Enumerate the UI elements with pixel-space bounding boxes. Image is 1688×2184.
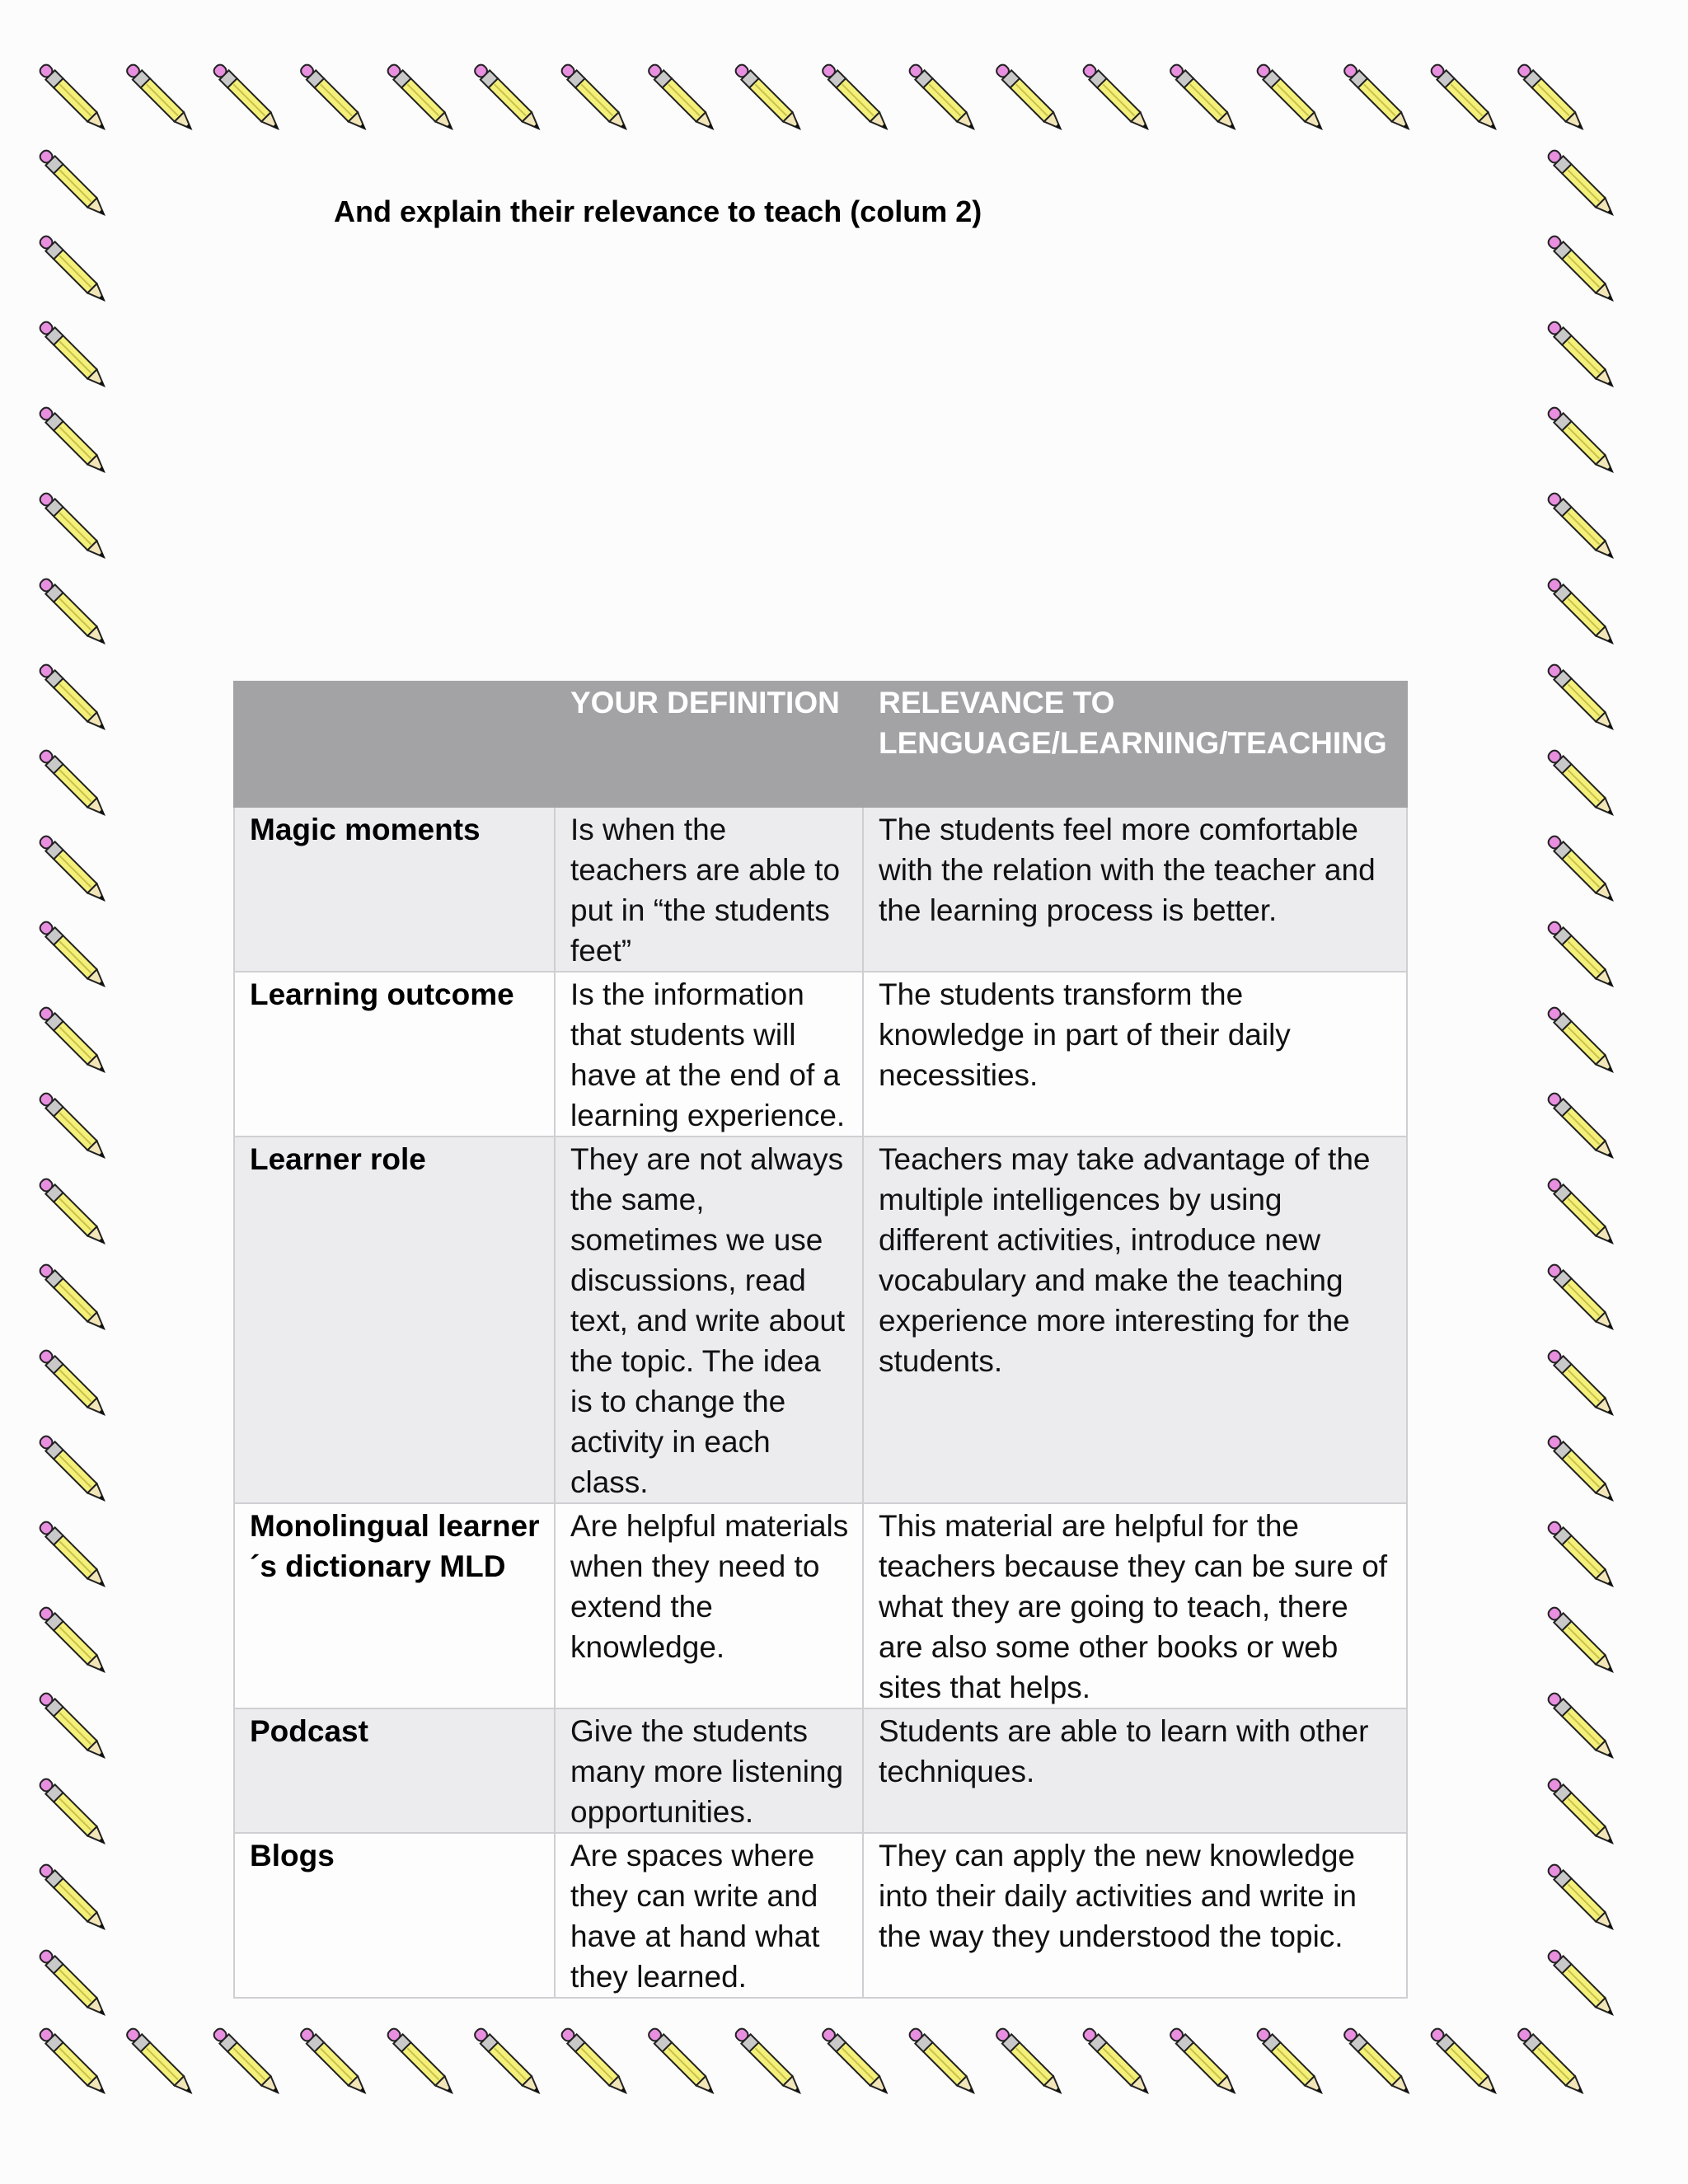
pencil-icon: [472, 62, 545, 134]
table-row: [234, 1833, 1407, 1998]
pencil-icon: [1545, 1433, 1618, 1506]
pencil-icon: [733, 62, 805, 134]
pencil-icon: [1545, 1605, 1618, 1677]
pencil-icon: [559, 62, 631, 134]
pencil-icon: [37, 1347, 110, 1420]
pencil-icon: [124, 2026, 197, 2098]
pencil-icon: [1545, 405, 1618, 477]
pencil-icon: [1545, 662, 1618, 734]
definition-cell: Are helpful materials when they need to extend the knowledge.: [555, 1503, 863, 1708]
pencil-icon: [37, 490, 110, 563]
pencil-icon: [385, 62, 457, 134]
pencil-icon: [1545, 1947, 1618, 2020]
pencil-icon: [298, 62, 371, 134]
table-header-row: [234, 682, 1407, 807]
pencil-icon: [1342, 2026, 1414, 2098]
pencil-icon: [37, 1690, 110, 1763]
pencil-icon: [37, 1262, 110, 1334]
pencil-icon: [1254, 62, 1327, 134]
term-cell: Blogs: [234, 1833, 555, 1998]
pencil-icon: [1545, 1862, 1618, 1934]
pencil-icon: [1545, 148, 1618, 220]
pencil-icon: [1081, 2026, 1153, 2098]
definition-cell: Is when the teachers are able to put in “the students feet”: [555, 807, 863, 972]
glossary-table: [233, 681, 1408, 1999]
header-term: [234, 682, 555, 807]
definition-cell: Is the information that students will have at the end of a learning experience.: [555, 972, 863, 1137]
table-row: [234, 1137, 1407, 1503]
definition-cell: They are not always the same, sometimes we use discussions, read text, and write about the topic. The idea is to change the activity in each class.: [555, 1137, 863, 1503]
pencil-icon: [1516, 62, 1588, 134]
pencil-icon: [37, 1519, 110, 1591]
pencil-icon: [1254, 2026, 1327, 2098]
term-cell: Learner role: [234, 1137, 555, 1503]
term-cell: Magic moments: [234, 807, 555, 972]
definition-cell: Are spaces where they can write and have at hand what they learned.: [555, 1833, 863, 1998]
relevance-cell: Students are able to learn with other techniques.: [863, 1708, 1407, 1833]
pencil-icon: [37, 1605, 110, 1677]
pencil-icon: [124, 62, 197, 134]
pencil-icon: [385, 2026, 457, 2098]
pencil-icon: [211, 2026, 284, 2098]
table-row: [234, 1503, 1407, 1708]
pencil-icon: [37, 2026, 110, 2098]
header-relevance: RELEVANCE TO LENGUAGE/LEARNING/TEACHING: [863, 682, 1407, 807]
pencil-icon: [37, 576, 110, 649]
pencil-icon: [820, 2026, 893, 2098]
page-heading: And explain their relevance to teach (colum 2): [334, 194, 982, 228]
pencil-icon: [1545, 1776, 1618, 1849]
pencil-icon: [559, 2026, 631, 2098]
pencil-icon: [472, 2026, 545, 2098]
pencil-icon: [298, 2026, 371, 2098]
pencil-icon: [1545, 1347, 1618, 1420]
pencil-icon: [907, 62, 979, 134]
pencil-icon: [37, 662, 110, 734]
pencil-icon: [37, 919, 110, 991]
pencil-icon: [733, 2026, 805, 2098]
pencil-icon: [1545, 748, 1618, 820]
pencil-icon: [1545, 833, 1618, 906]
header-definition: YOUR DEFINITION: [555, 682, 863, 807]
pencil-icon: [1168, 2026, 1240, 2098]
pencil-icon: [211, 62, 284, 134]
pencil-icon: [37, 62, 110, 134]
pencil-icon: [1545, 319, 1618, 391]
relevance-cell: Teachers may take advantage of the multiple intelligences by using different activities, introduce new vocabulary and make the teaching experience more interesting for the students.: [863, 1137, 1407, 1503]
table-row: [234, 807, 1407, 972]
pencil-icon: [994, 2026, 1067, 2098]
pencil-icon: [1516, 2026, 1588, 2098]
pencil-icon: [994, 62, 1067, 134]
pencil-icon: [1545, 233, 1618, 306]
pencil-icon: [37, 1090, 110, 1163]
pencil-icon: [1428, 2026, 1501, 2098]
pencil-icon: [37, 1176, 110, 1249]
pencil-icon: [37, 833, 110, 906]
pencil-icon: [1545, 1519, 1618, 1591]
pencil-icon: [1545, 1176, 1618, 1249]
term-cell: Learning outcome: [234, 972, 555, 1137]
pencil-icon: [646, 62, 719, 134]
term-cell: Podcast: [234, 1708, 555, 1833]
pencil-icon: [1545, 576, 1618, 649]
pencil-icon: [1428, 62, 1501, 134]
pencil-icon: [1545, 1090, 1618, 1163]
pencil-icon: [37, 1005, 110, 1077]
pencil-icon: [37, 405, 110, 477]
relevance-cell: This material are helpful for the teachers because they can be sure of what they are going to teach, there are also some other books or web sites that helps.: [863, 1503, 1407, 1708]
relevance-cell: The students transform the knowledge in part of their daily necessities.: [863, 972, 1407, 1137]
pencil-icon: [820, 62, 893, 134]
pencil-icon: [1342, 62, 1414, 134]
pencil-icon: [1545, 1690, 1618, 1763]
pencil-icon: [907, 2026, 979, 2098]
relevance-cell: The students feel more comfortable with the relation with the teacher and the learning process is better.: [863, 807, 1407, 972]
table-row: [234, 972, 1407, 1137]
pencil-icon: [1168, 62, 1240, 134]
pencil-icon: [1545, 1005, 1618, 1077]
pencil-icon: [37, 748, 110, 820]
pencil-icon: [1545, 919, 1618, 991]
relevance-cell: They can apply the new knowledge into their daily activities and write in the way they understood the topic.: [863, 1833, 1407, 1998]
pencil-icon: [646, 2026, 719, 2098]
pencil-icon: [37, 1862, 110, 1934]
pencil-icon: [37, 1776, 110, 1849]
pencil-icon: [37, 1947, 110, 2020]
pencil-icon: [37, 233, 110, 306]
pencil-icon: [1081, 62, 1153, 134]
table-row: [234, 1708, 1407, 1833]
pencil-icon: [37, 148, 110, 220]
term-cell: Monolingual learner´s dictionary MLD: [234, 1503, 555, 1708]
pencil-icon: [37, 319, 110, 391]
pencil-icon: [1545, 1262, 1618, 1334]
pencil-icon: [37, 1433, 110, 1506]
pencil-icon: [1545, 490, 1618, 563]
definition-cell: Give the students many more listening opportunities.: [555, 1708, 863, 1833]
